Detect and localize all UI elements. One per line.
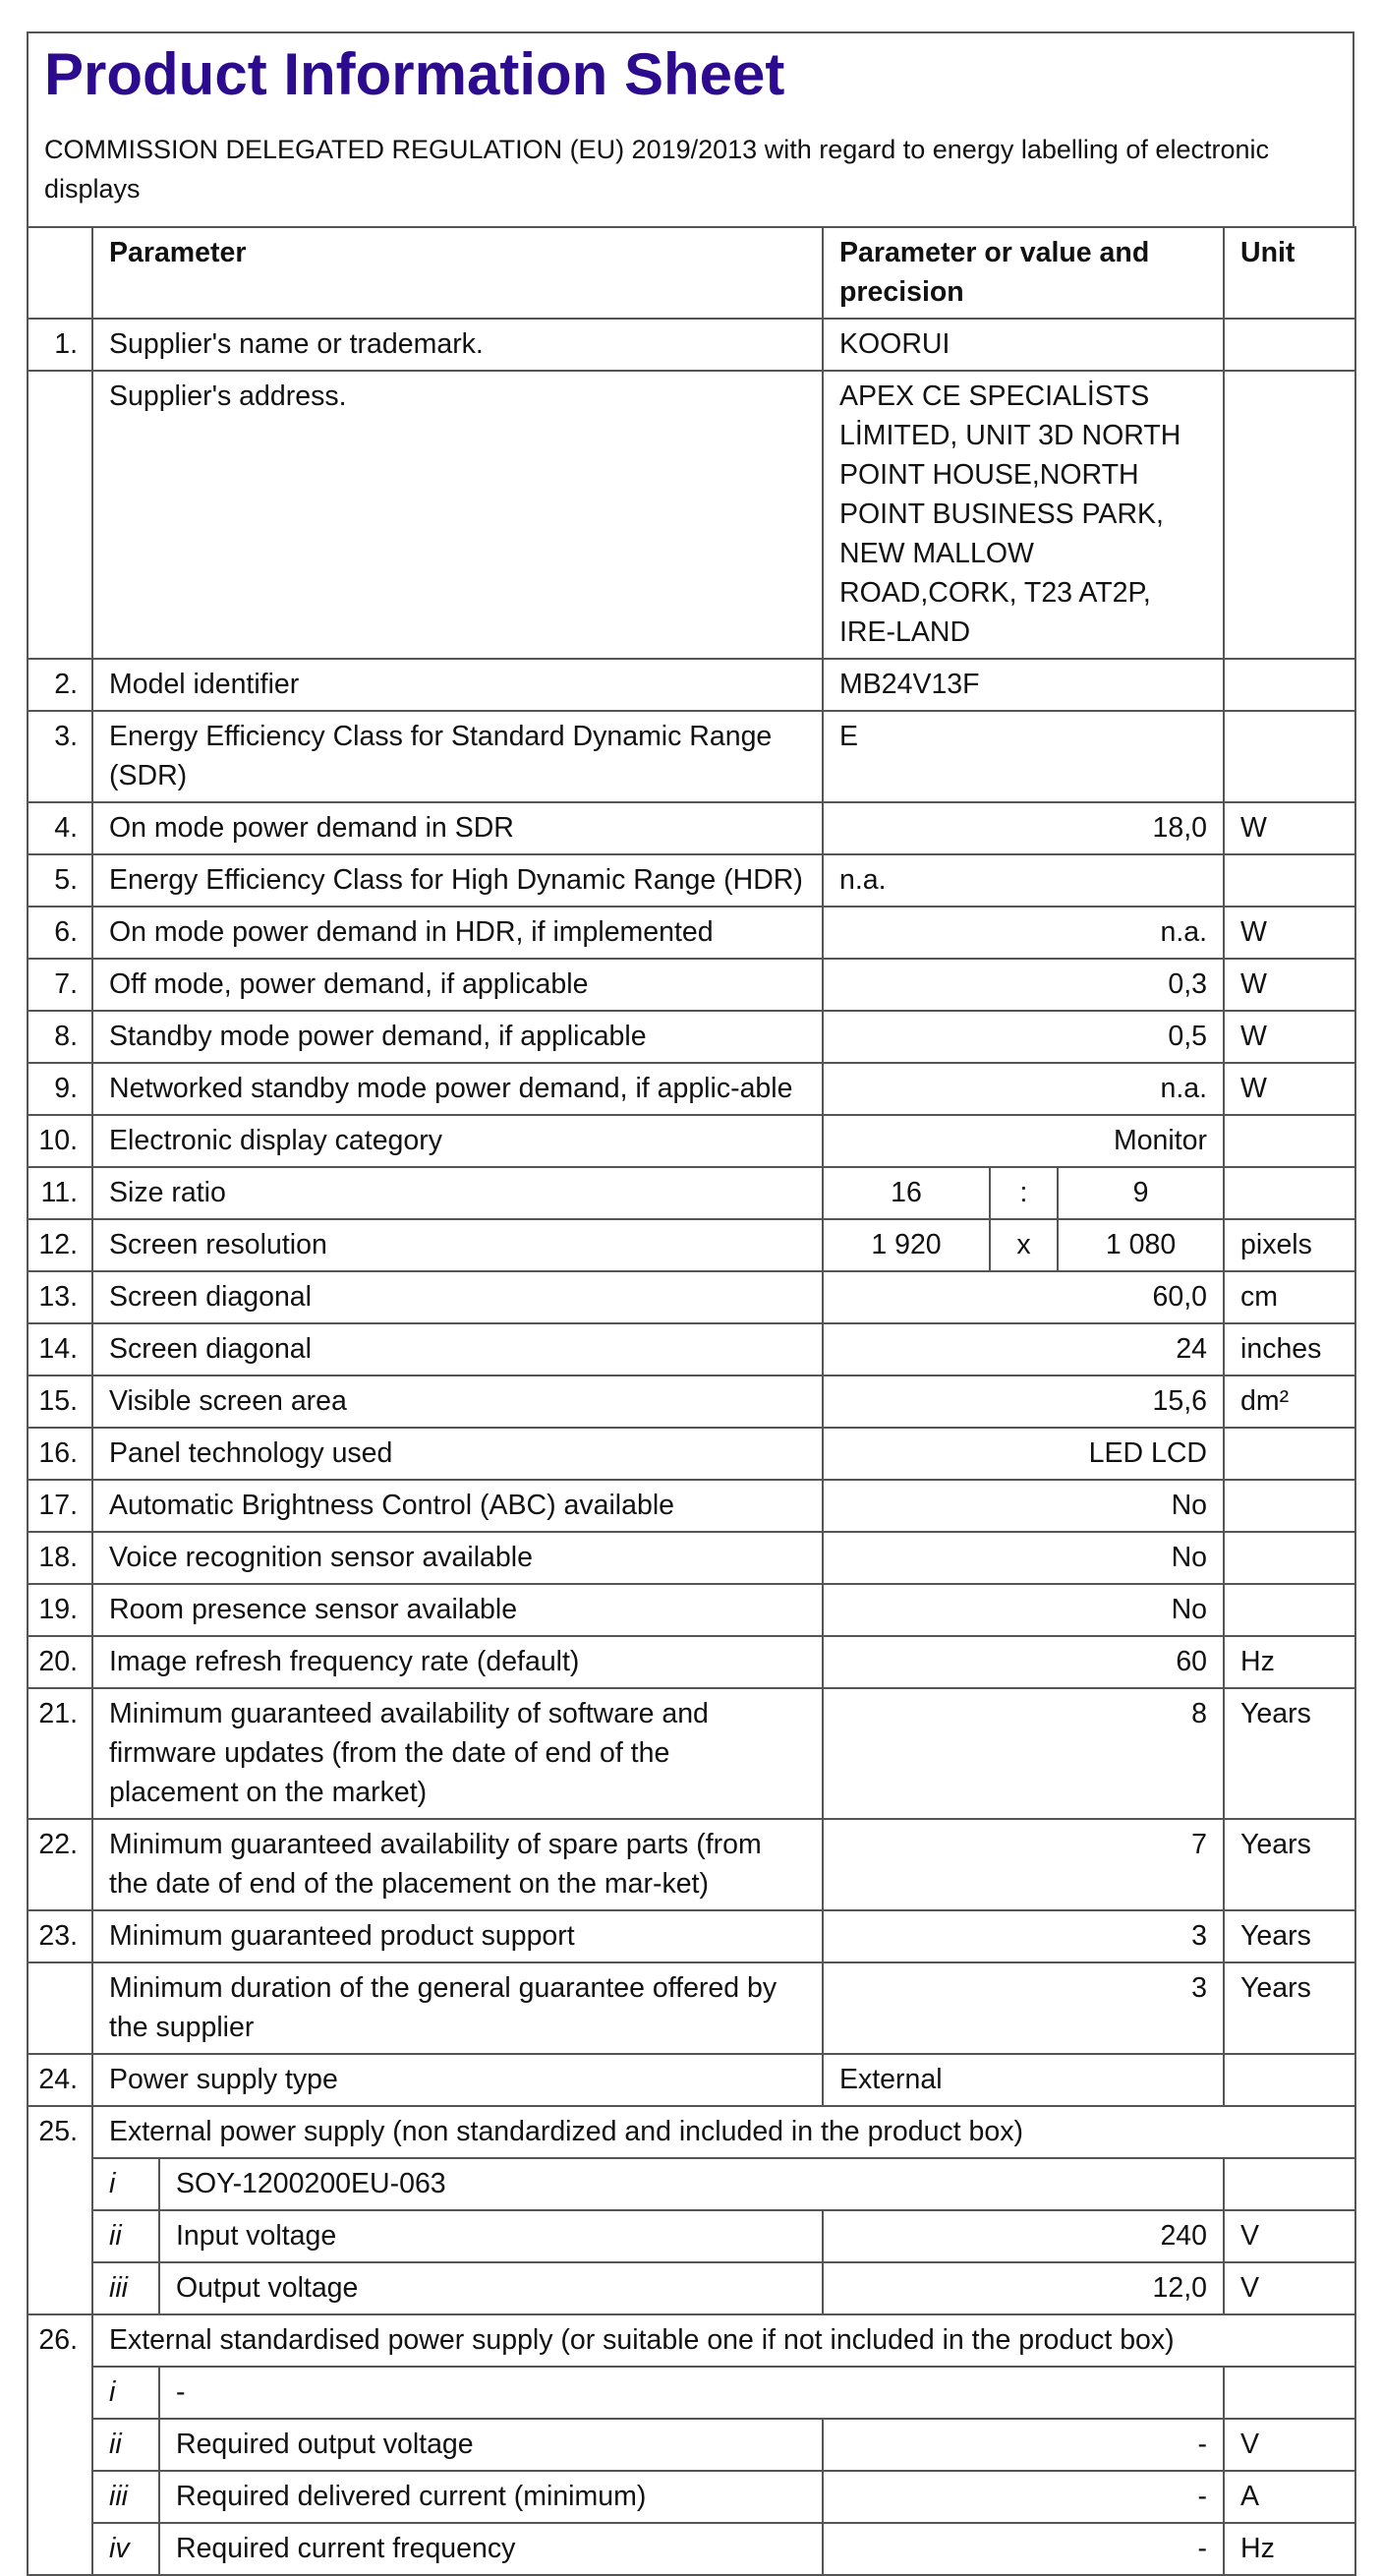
row-number: 23.	[28, 1910, 92, 1962]
value-cell: 3	[823, 1962, 1224, 2054]
parameter-cell: Room presence sensor available	[92, 1584, 823, 1636]
page-title: Product Information Sheet	[44, 41, 785, 107]
parameter-cell: Minimum guaranteed availability of spare parts (from the date of end of the placement on the mar-ket)	[92, 1819, 823, 1910]
value-cell: -	[823, 2419, 1224, 2471]
sub-label: ii	[92, 2210, 159, 2262]
sub-row-ii	[28, 2210, 1355, 2262]
sub-label: i	[92, 2367, 159, 2419]
value-cell: n.a.	[823, 1063, 1224, 1115]
parameter-cell: Visible screen area	[92, 1376, 823, 1428]
parameter-cell: Screen diagonal	[92, 1271, 823, 1323]
parameter-cell: Standby mode power demand, if applicable	[92, 1011, 823, 1063]
sub-row-i	[28, 2367, 1355, 2419]
value-separator: x	[990, 1219, 1058, 1271]
unit-cell	[1224, 1480, 1355, 1532]
sub-label: iii	[92, 2471, 159, 2523]
sheet-header	[27, 31, 1354, 226]
sub-row-iii	[28, 2471, 1355, 2523]
value-cell: n.a.	[823, 907, 1224, 959]
value-b-cell: 9	[1058, 1167, 1224, 1219]
parameter-cell: Supplier's name or trademark.	[92, 319, 823, 371]
unit-cell: Years	[1224, 1688, 1355, 1819]
value-cell: 3	[823, 1910, 1224, 1962]
row-number: 9.	[28, 1063, 92, 1115]
unit-cell: cm	[1224, 1271, 1355, 1323]
table-row	[28, 371, 1355, 659]
value-cell: APEX CE SPECIALİSTS LİMITED, UNIT 3D NORTH POINT HOUSE,NORTH POINT BUSINESS PARK, NEW MALLOW ROAD,CORK, T23 AT2P, IRE-LAND	[823, 371, 1224, 659]
unit-cell: pixels	[1224, 1219, 1355, 1271]
table-row	[28, 1584, 1355, 1636]
table-row	[28, 1532, 1355, 1584]
unit-cell	[1224, 1115, 1355, 1167]
value-cell: No	[823, 1480, 1224, 1532]
row-number: 2.	[28, 659, 92, 711]
value-cell: 0,3	[823, 959, 1224, 1011]
value-cell: 0,5	[823, 1011, 1224, 1063]
unit-cell	[1224, 2367, 1355, 2419]
value-cell: 12,0	[823, 2262, 1224, 2314]
value-cell: MB24V13F	[823, 659, 1224, 711]
table-row	[28, 1167, 1355, 1219]
table-row	[28, 1962, 1355, 2054]
model-value: -	[159, 2367, 1224, 2419]
value-b-cell: 1 080	[1058, 1219, 1224, 1271]
parameter-cell: Screen resolution	[92, 1219, 823, 1271]
sub-label: ii	[92, 2419, 159, 2471]
parameter-table	[27, 226, 1356, 2576]
unit-cell	[1224, 1584, 1355, 1636]
row-number: 6.	[28, 907, 92, 959]
value-cell: KOORUI	[823, 319, 1224, 371]
row-number: 25.	[28, 2106, 92, 2314]
unit-cell	[1224, 1532, 1355, 1584]
table-row-25-title	[28, 2106, 1355, 2158]
parameter-cell: Minimum guaranteed availability of software and firmware updates (from the date of end of the placement on the market)	[92, 1688, 823, 1819]
parameter-cell: Required output voltage	[159, 2419, 823, 2471]
table-row	[28, 1376, 1355, 1428]
header-value: Parameter or value and precision	[823, 227, 1224, 319]
unit-cell	[1224, 711, 1355, 802]
row-number: 7.	[28, 959, 92, 1011]
parameter-cell: Minimum guaranteed product support	[92, 1910, 823, 1962]
row-number: 21.	[28, 1688, 92, 1819]
table-row	[28, 907, 1355, 959]
row-number: 3.	[28, 711, 92, 802]
unit-cell: dm²	[1224, 1376, 1355, 1428]
value-separator: :	[990, 1167, 1058, 1219]
table-row	[28, 854, 1355, 907]
table-row	[28, 659, 1355, 711]
table-row-26-title	[28, 2314, 1355, 2367]
table-row	[28, 711, 1355, 802]
parameter-cell: Automatic Brightness Control (ABC) available	[92, 1480, 823, 1532]
unit-cell	[1224, 371, 1355, 659]
value-cell: 18,0	[823, 802, 1224, 854]
parameter-cell: Output voltage	[159, 2262, 823, 2314]
table-row	[28, 1219, 1355, 1271]
row-number: 15.	[28, 1376, 92, 1428]
parameter-cell: On mode power demand in SDR	[92, 802, 823, 854]
value-cell: No	[823, 1584, 1224, 1636]
unit-cell	[1224, 1167, 1355, 1219]
parameter-cell: Panel technology used	[92, 1428, 823, 1480]
value-a-cell: 16	[823, 1167, 990, 1219]
parameter-cell: On mode power demand in HDR, if implemented	[92, 907, 823, 959]
table-row	[28, 1323, 1355, 1376]
unit-cell	[1224, 1428, 1355, 1480]
unit-cell	[1224, 659, 1355, 711]
value-cell: External	[823, 2054, 1224, 2106]
unit-cell: A	[1224, 2471, 1355, 2523]
product-information-sheet	[27, 31, 1354, 2576]
row-number: 18.	[28, 1532, 92, 1584]
sub-row-iv	[28, 2523, 1355, 2575]
value-cell: E	[823, 711, 1224, 802]
parameter-cell: Voice recognition sensor available	[92, 1532, 823, 1584]
table-row	[28, 802, 1355, 854]
sub-row-i	[28, 2158, 1355, 2210]
unit-cell: W	[1224, 802, 1355, 854]
table-row	[28, 319, 1355, 371]
row-number: 12.	[28, 1219, 92, 1271]
section-title: External standardised power supply (or suitable one if not included in the product box)	[92, 2314, 1355, 2367]
value-cell: 15,6	[823, 1376, 1224, 1428]
sub-row-iii	[28, 2262, 1355, 2314]
row-number: 20.	[28, 1636, 92, 1688]
parameter-cell: Electronic display category	[92, 1115, 823, 1167]
table-header-row	[28, 227, 1355, 319]
unit-cell: inches	[1224, 1323, 1355, 1376]
unit-cell	[1224, 854, 1355, 907]
parameter-cell: Screen diagonal	[92, 1323, 823, 1376]
row-number: 13.	[28, 1271, 92, 1323]
table-row	[28, 1480, 1355, 1532]
header-unit: Unit	[1224, 227, 1355, 319]
value-cell: No	[823, 1532, 1224, 1584]
unit-cell: Hz	[1224, 1636, 1355, 1688]
value-cell: 60,0	[823, 1271, 1224, 1323]
unit-cell: W	[1224, 1011, 1355, 1063]
parameter-cell: Energy Efficiency Class for High Dynamic Range (HDR)	[92, 854, 823, 907]
parameter-cell: Power supply type	[92, 2054, 823, 2106]
sub-row-ii	[28, 2419, 1355, 2471]
table-row	[28, 1271, 1355, 1323]
value-cell: LED LCD	[823, 1428, 1224, 1480]
row-number: 26.	[28, 2314, 92, 2575]
row-number: 1.	[28, 319, 92, 371]
value-cell: -	[823, 2523, 1224, 2575]
model-value: SOY-1200200EU-063	[159, 2158, 1224, 2210]
table-row	[28, 1910, 1355, 1962]
header-parameter: Parameter	[92, 227, 823, 319]
table-row	[28, 1636, 1355, 1688]
value-cell: 8	[823, 1688, 1224, 1819]
sub-label: iv	[92, 2523, 159, 2575]
table-row	[28, 1819, 1355, 1910]
unit-cell: Years	[1224, 1819, 1355, 1910]
value-a-cell: 1 920	[823, 1219, 990, 1271]
parameter-cell: Input voltage	[159, 2210, 823, 2262]
table-row	[28, 1688, 1355, 1819]
parameter-cell: Minimum duration of the general guarantee offered by the supplier	[92, 1962, 823, 2054]
row-number: 5.	[28, 854, 92, 907]
unit-cell: V	[1224, 2419, 1355, 2471]
row-number: 19.	[28, 1584, 92, 1636]
unit-cell: V	[1224, 2262, 1355, 2314]
unit-cell: W	[1224, 959, 1355, 1011]
row-number: 11.	[28, 1167, 92, 1219]
unit-cell: W	[1224, 907, 1355, 959]
parameter-cell: Model identifier	[92, 659, 823, 711]
parameter-cell: Required delivered current (minimum)	[159, 2471, 823, 2523]
value-cell: 60	[823, 1636, 1224, 1688]
row-number: 22.	[28, 1819, 92, 1910]
value-cell: -	[823, 2471, 1224, 2523]
unit-cell	[1224, 319, 1355, 371]
row-number: 17.	[28, 1480, 92, 1532]
parameter-cell: Supplier's address.	[92, 371, 823, 659]
unit-cell: Years	[1224, 1910, 1355, 1962]
row-number: 16.	[28, 1428, 92, 1480]
row-number: 24.	[28, 2054, 92, 2106]
value-cell: 7	[823, 1819, 1224, 1910]
parameter-cell: Networked standby mode power demand, if applic-able	[92, 1063, 823, 1115]
row-number: 4.	[28, 802, 92, 854]
value-cell: n.a.	[823, 854, 1224, 907]
table-row	[28, 1063, 1355, 1115]
value-cell: Monitor	[823, 1115, 1224, 1167]
table-row	[28, 959, 1355, 1011]
row-number	[28, 1962, 92, 2054]
value-cell: 240	[823, 2210, 1224, 2262]
parameter-cell: Off mode, power demand, if applicable	[92, 959, 823, 1011]
unit-cell	[1224, 2054, 1355, 2106]
parameter-cell: Image refresh frequency rate (default)	[92, 1636, 823, 1688]
row-number: 14.	[28, 1323, 92, 1376]
table-row	[28, 1115, 1355, 1167]
table-row	[28, 2054, 1355, 2106]
parameter-cell: Energy Efficiency Class for Standard Dynamic Range (SDR)	[92, 711, 823, 802]
unit-cell: Hz	[1224, 2523, 1355, 2575]
unit-cell	[1224, 2158, 1355, 2210]
row-number: 8.	[28, 1011, 92, 1063]
row-number: 10.	[28, 1115, 92, 1167]
sub-label: iii	[92, 2262, 159, 2314]
regulation-subtitle: COMMISSION DELEGATED REGULATION (EU) 2019/2013 with regard to energy labelling of electronic displays	[44, 135, 1269, 204]
unit-cell: Years	[1224, 1962, 1355, 2054]
sub-label: i	[92, 2158, 159, 2210]
value-cell: 24	[823, 1323, 1224, 1376]
section-title: External power supply (non standardized and included in the product box)	[92, 2106, 1355, 2158]
table-row	[28, 1011, 1355, 1063]
row-number	[28, 371, 92, 659]
parameter-cell: Required current frequency	[159, 2523, 823, 2575]
table-row	[28, 1428, 1355, 1480]
parameter-cell: Size ratio	[92, 1167, 823, 1219]
unit-cell: V	[1224, 2210, 1355, 2262]
unit-cell: W	[1224, 1063, 1355, 1115]
